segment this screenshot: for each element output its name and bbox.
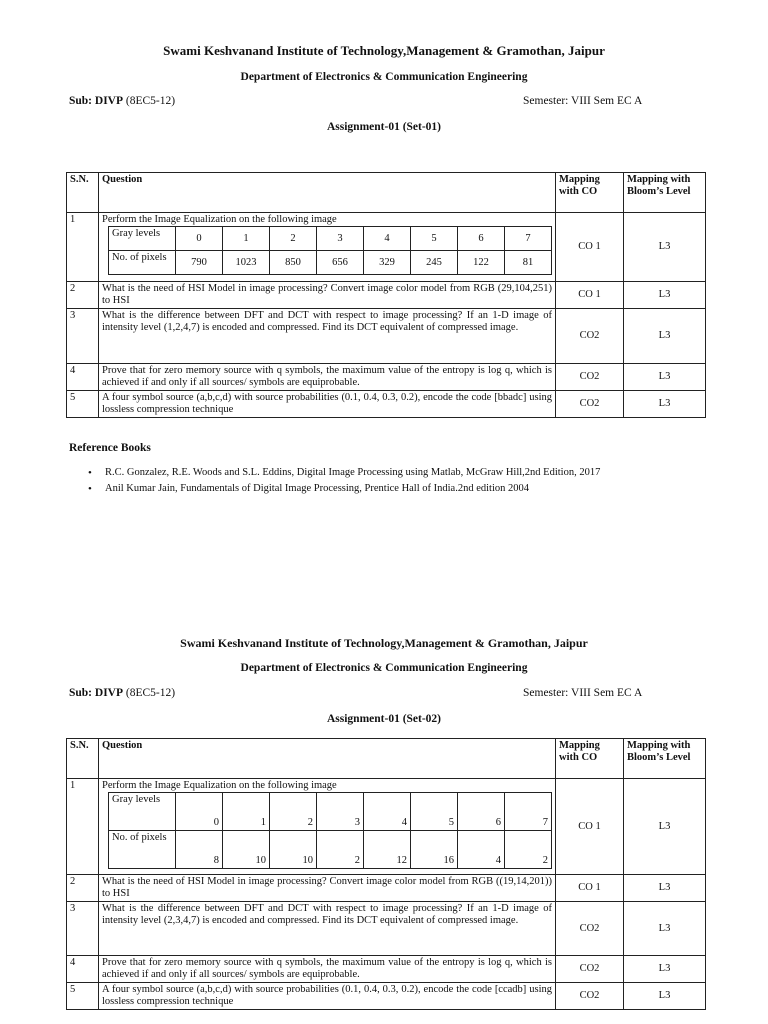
- pixel-count-cell: 1023: [223, 251, 270, 275]
- bloom-level: L3: [624, 875, 706, 902]
- pixel-count-cell: 10: [223, 831, 270, 869]
- bloom-header: Mapping with Bloom’s Level: [624, 739, 706, 779]
- co-mapping: CO2: [556, 391, 624, 418]
- reference-item: • R.C. Gonzalez, R.E. Woods and S.L. Eddins, Digital Image Processing using Matlab, McGraw Hill,2nd Edition, 2017: [70, 465, 600, 481]
- sn-header: S.N.: [67, 739, 99, 779]
- gray-level-cell: 2: [270, 227, 317, 251]
- table-row: [67, 779, 706, 875]
- gray-level-cell: 7: [505, 793, 552, 831]
- subject-code: (8EC5-12): [123, 687, 176, 699]
- pixel-count-cell: 2: [505, 831, 552, 869]
- gray-level-cell: 1: [223, 793, 270, 831]
- question-number: 4: [67, 364, 99, 391]
- co-mapping: CO 1: [556, 875, 624, 902]
- gray-level-cell: 4: [364, 793, 411, 831]
- pixel-count-cell: 10: [270, 831, 317, 869]
- question-table: [66, 172, 706, 418]
- subject-code: (8EC5-12): [123, 95, 176, 107]
- question-text: Prove that for zero memory source with q symbols, the maximum value of the entropy is log q, which is achieved if and only if all sources/ symbols are equiprobable.: [99, 956, 556, 983]
- pixel-count-cell: 245: [411, 251, 458, 275]
- gray-level-cell: 1: [223, 227, 270, 251]
- bloom-level: L3: [624, 391, 706, 418]
- subject-line: [69, 95, 175, 107]
- question-number: 1: [67, 213, 99, 282]
- question-number: 3: [67, 309, 99, 364]
- bloom-header: Mapping with Bloom’s Level: [624, 173, 706, 213]
- pixels-label: No. of pixels: [109, 251, 176, 275]
- gray-level-table: [108, 226, 552, 275]
- gray-level-cell: 0: [176, 793, 223, 831]
- pixel-count-cell: 122: [458, 251, 505, 275]
- gray-levels-label: Gray levels: [109, 793, 176, 831]
- gray-level-cell: 6: [458, 227, 505, 251]
- pixel-count-cell: 329: [364, 251, 411, 275]
- gray-level-cell: 0: [176, 227, 223, 251]
- table-row: [67, 364, 706, 391]
- question-text: What is the difference between DFT and DCT with respect to image processing? If an 1-D image of intensity level (2,3,4,7) is encoded and compressed. Find its DCT equivalent of compressed image.: [99, 902, 556, 956]
- pixel-count-cell: 850: [270, 251, 317, 275]
- question-text: What is the need of HSI Model in image processing? Convert image color model from RGB ((19,14,201)) to HSI: [99, 875, 556, 902]
- question-text: What is the difference between DFT and DCT with respect to image processing? If an 1-D image of intensity level (1,2,4,7) is encoded and compressed. Find its DCT equivalent of compressed image.: [99, 309, 556, 364]
- table-row: [67, 956, 706, 983]
- semester-label: Semester: VIII Sem EC A: [523, 95, 643, 107]
- assignment-title: Assignment-01 (Set-02): [326, 713, 442, 725]
- co-mapping: CO 1: [556, 779, 624, 875]
- gray-level-cell: 4: [364, 227, 411, 251]
- reference-item: • Anil Kumar Jain, Fundamentals of Digital Image Processing, Prentice Hall of India.2nd edition 2004: [70, 481, 600, 497]
- pixel-count-cell: 4: [458, 831, 505, 869]
- table-row: [67, 902, 706, 956]
- question-text: A four symbol source (a,b,c,d) with source probabilities (0.1, 0.4, 0.3, 0.2), encode the code [bbadc] using lossless compression technique: [99, 391, 556, 418]
- question-text: A four symbol source (a,b,c,d) with source probabilities (0.1, 0.4, 0.3, 0.2), encode the code [ccadb] using lossless compression technique: [99, 983, 556, 1010]
- gray-levels-label: Gray levels: [109, 227, 176, 251]
- co-mapping: CO2: [556, 983, 624, 1010]
- co-header: Mapping with CO: [556, 173, 624, 213]
- question-text: [99, 213, 556, 282]
- gray-level-cell: 5: [411, 227, 458, 251]
- co-mapping: CO 1: [556, 282, 624, 309]
- subject-line: [69, 687, 175, 699]
- gray-level-cell: 7: [505, 227, 552, 251]
- institute-title: Swami Keshvanand Institute of Technology,Management & Gramothan, Jaipur: [180, 636, 588, 650]
- sn-header: S.N.: [67, 173, 99, 213]
- department-title: Department of Electronics & Communication Engineering: [240, 71, 528, 83]
- table-row: [67, 391, 706, 418]
- pixels-label: No. of pixels: [109, 831, 176, 869]
- pixel-count-cell: 12: [364, 831, 411, 869]
- table-row: [67, 282, 706, 309]
- bloom-level: L3: [624, 213, 706, 282]
- gray-level-cell: 3: [317, 227, 364, 251]
- question-number: 1: [67, 779, 99, 875]
- question-number: 2: [67, 282, 99, 309]
- table-row: [67, 309, 706, 364]
- bloom-level: L3: [624, 902, 706, 956]
- bloom-level: L3: [624, 956, 706, 983]
- co-mapping: CO2: [556, 902, 624, 956]
- bloom-level: L3: [624, 983, 706, 1010]
- pixel-count-cell: 8: [176, 831, 223, 869]
- question-number: 2: [67, 875, 99, 902]
- bloom-level: L3: [624, 364, 706, 391]
- pixel-count-cell: 16: [411, 831, 458, 869]
- question-text: Prove that for zero memory source with q symbols, the maximum value of the entropy is log q, which is achieved if and only if all sources/ symbols are equiprobable.: [99, 364, 556, 391]
- co-mapping: CO2: [556, 956, 624, 983]
- pixel-count-cell: 656: [317, 251, 364, 275]
- pixel-count-cell: 790: [176, 251, 223, 275]
- department-title: Department of Electronics & Communication Engineering: [240, 662, 528, 674]
- reference-list: [70, 465, 600, 497]
- gray-level-table: [108, 792, 552, 869]
- table-row: [67, 875, 706, 902]
- question-text: [99, 779, 556, 875]
- pixel-count-cell: 2: [317, 831, 364, 869]
- subject-label: Sub: DIVP: [69, 95, 124, 107]
- semester-label: Semester: VIII Sem EC A: [523, 687, 643, 699]
- question-number: 3: [67, 902, 99, 956]
- question-1-text: Perform the Image Equalization on the following image: [102, 780, 337, 791]
- bloom-level: L3: [624, 309, 706, 364]
- table-row: [67, 983, 706, 1010]
- question-1-text: Perform the Image Equalization on the following image: [102, 214, 337, 225]
- gray-level-cell: 2: [270, 793, 317, 831]
- question-table: [66, 738, 706, 1010]
- table-row: [67, 213, 706, 282]
- question-number: 5: [67, 983, 99, 1010]
- question-text: What is the need of HSI Model in image processing? Convert image color model from RGB (29,104,251) to HSI: [99, 282, 556, 309]
- gray-level-cell: 3: [317, 793, 364, 831]
- co-mapping: CO2: [556, 309, 624, 364]
- bloom-level: L3: [624, 282, 706, 309]
- subject-label: Sub: DIVP: [69, 687, 124, 699]
- table-header-row: [67, 739, 706, 779]
- reference-books-heading: Reference Books: [69, 442, 151, 454]
- assignment-title: Assignment-01 (Set-01): [326, 121, 442, 133]
- question-number: 5: [67, 391, 99, 418]
- bloom-level: L3: [624, 779, 706, 875]
- table-header-row: [67, 173, 706, 213]
- co-header: Mapping with CO: [556, 739, 624, 779]
- question-header: Question: [99, 739, 556, 779]
- gray-level-cell: 6: [458, 793, 505, 831]
- question-number: 4: [67, 956, 99, 983]
- co-mapping: CO 1: [556, 213, 624, 282]
- gray-level-cell: 5: [411, 793, 458, 831]
- co-mapping: CO2: [556, 364, 624, 391]
- pixel-count-cell: 81: [505, 251, 552, 275]
- question-header: Question: [99, 173, 556, 213]
- institute-title: Swami Keshvanand Institute of Technology,Management & Gramothan, Jaipur: [163, 43, 605, 58]
